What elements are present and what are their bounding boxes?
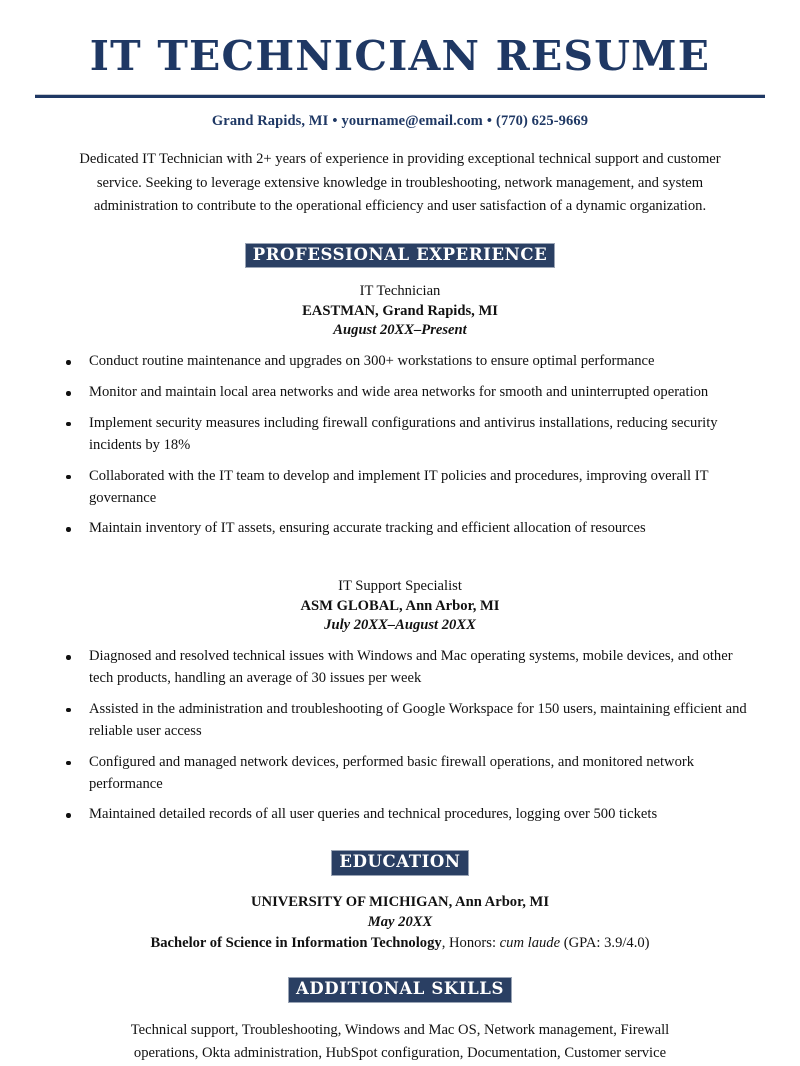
page-title: IT TECHNICIAN RESUME <box>89 32 711 80</box>
list-item: Diagnosed and resolved technical issues with Windows and Mac operating systems, mobile devices, and other tech products, handling an average of 30 issues per week <box>35 646 765 690</box>
education-honors-value: cum laude <box>499 934 561 951</box>
entry-spacer <box>35 549 765 563</box>
experience-entry-header-1 <box>35 577 765 635</box>
experience-entry-header-0 <box>35 282 765 340</box>
education-date: May 20XX <box>367 914 433 931</box>
list-item: Monitor and maintain local area networks and wide area networks for smooth and uninterrupted operation <box>35 382 765 404</box>
skills-paragraph: Technical support, Troubleshooting, Windows and Mac OS, Network management, Firewall operations, Okta administration, HubSpot configuration, Documentation, Customer service <box>130 1021 670 1062</box>
job-role: IT Support Specialist <box>338 578 462 595</box>
education-entry <box>35 892 765 953</box>
job-dates: August 20XX–Present <box>333 321 467 338</box>
contact-location: Grand Rapids, MI <box>211 113 329 129</box>
contact-phone: (770) 625-9669 <box>496 113 589 129</box>
job-role: IT Technician <box>359 283 441 300</box>
list-item: Conduct routine maintenance and upgrades on 300+ workstations to ensure optimal performance <box>35 351 765 373</box>
list-item: Maintain inventory of IT assets, ensuring accurate tracking and efficient allocation of resources <box>35 518 765 540</box>
experience-bullets-0 <box>35 351 765 540</box>
job-dates: July 20XX–August 20XX <box>324 616 476 633</box>
section-heading-education <box>35 850 765 875</box>
job-organization: ASM GLOBAL, Ann Arbor, MI <box>300 597 500 614</box>
job-organization: EASTMAN, Grand Rapids, MI <box>302 302 498 319</box>
education-degree: Bachelor of Science in Information Technology <box>150 934 442 951</box>
list-item: Configured and managed network devices, performed basic firewall operations, and monitored network performance <box>35 752 765 796</box>
education-gpa: (GPA: 3.9/4.0) <box>560 934 650 951</box>
contact-separator-2: • <box>486 113 493 129</box>
contact-email[interactable]: yourname@email.com <box>341 113 483 129</box>
list-item: Collaborated with the IT team to develop and implement IT policies and procedures, improving overall IT governance <box>35 466 765 510</box>
section-heading-skills-label: ADDITIONAL SKILLS <box>288 977 512 1002</box>
contact-line <box>35 113 765 130</box>
list-item: Maintained detailed records of all user queries and technical procedures, logging over 500 tickets <box>35 804 765 826</box>
summary-paragraph: Dedicated IT Technician with 2+ years of experience in providing exceptional technical support and customer service. Seeking to leverage extensive knowledge in troubleshooting, network management, and system administration to contribute to the operational efficiency and user satisfaction of a dynamic organization. <box>79 151 721 215</box>
section-heading-skills <box>35 977 765 1002</box>
contact-separator-1: • <box>332 113 338 129</box>
experience-bullets-1 <box>35 646 765 826</box>
list-item: Assisted in the administration and troubleshooting of Google Workspace for 150 users, maintaining efficient and reliable user access <box>35 699 765 743</box>
section-heading-experience <box>35 243 765 268</box>
section-heading-education-label: EDUCATION <box>331 850 468 875</box>
list-item: Implement security measures including firewall configurations and antivirus installations, reducing security incidents by 18% <box>35 413 765 457</box>
title-divider <box>35 94 765 98</box>
education-school: UNIVERSITY OF MICHIGAN, Ann Arbor, MI <box>251 893 549 910</box>
section-heading-experience-label: PROFESSIONAL EXPERIENCE <box>245 243 556 268</box>
education-degree-line <box>35 933 765 953</box>
education-honors-label: , Honors: <box>441 934 500 951</box>
